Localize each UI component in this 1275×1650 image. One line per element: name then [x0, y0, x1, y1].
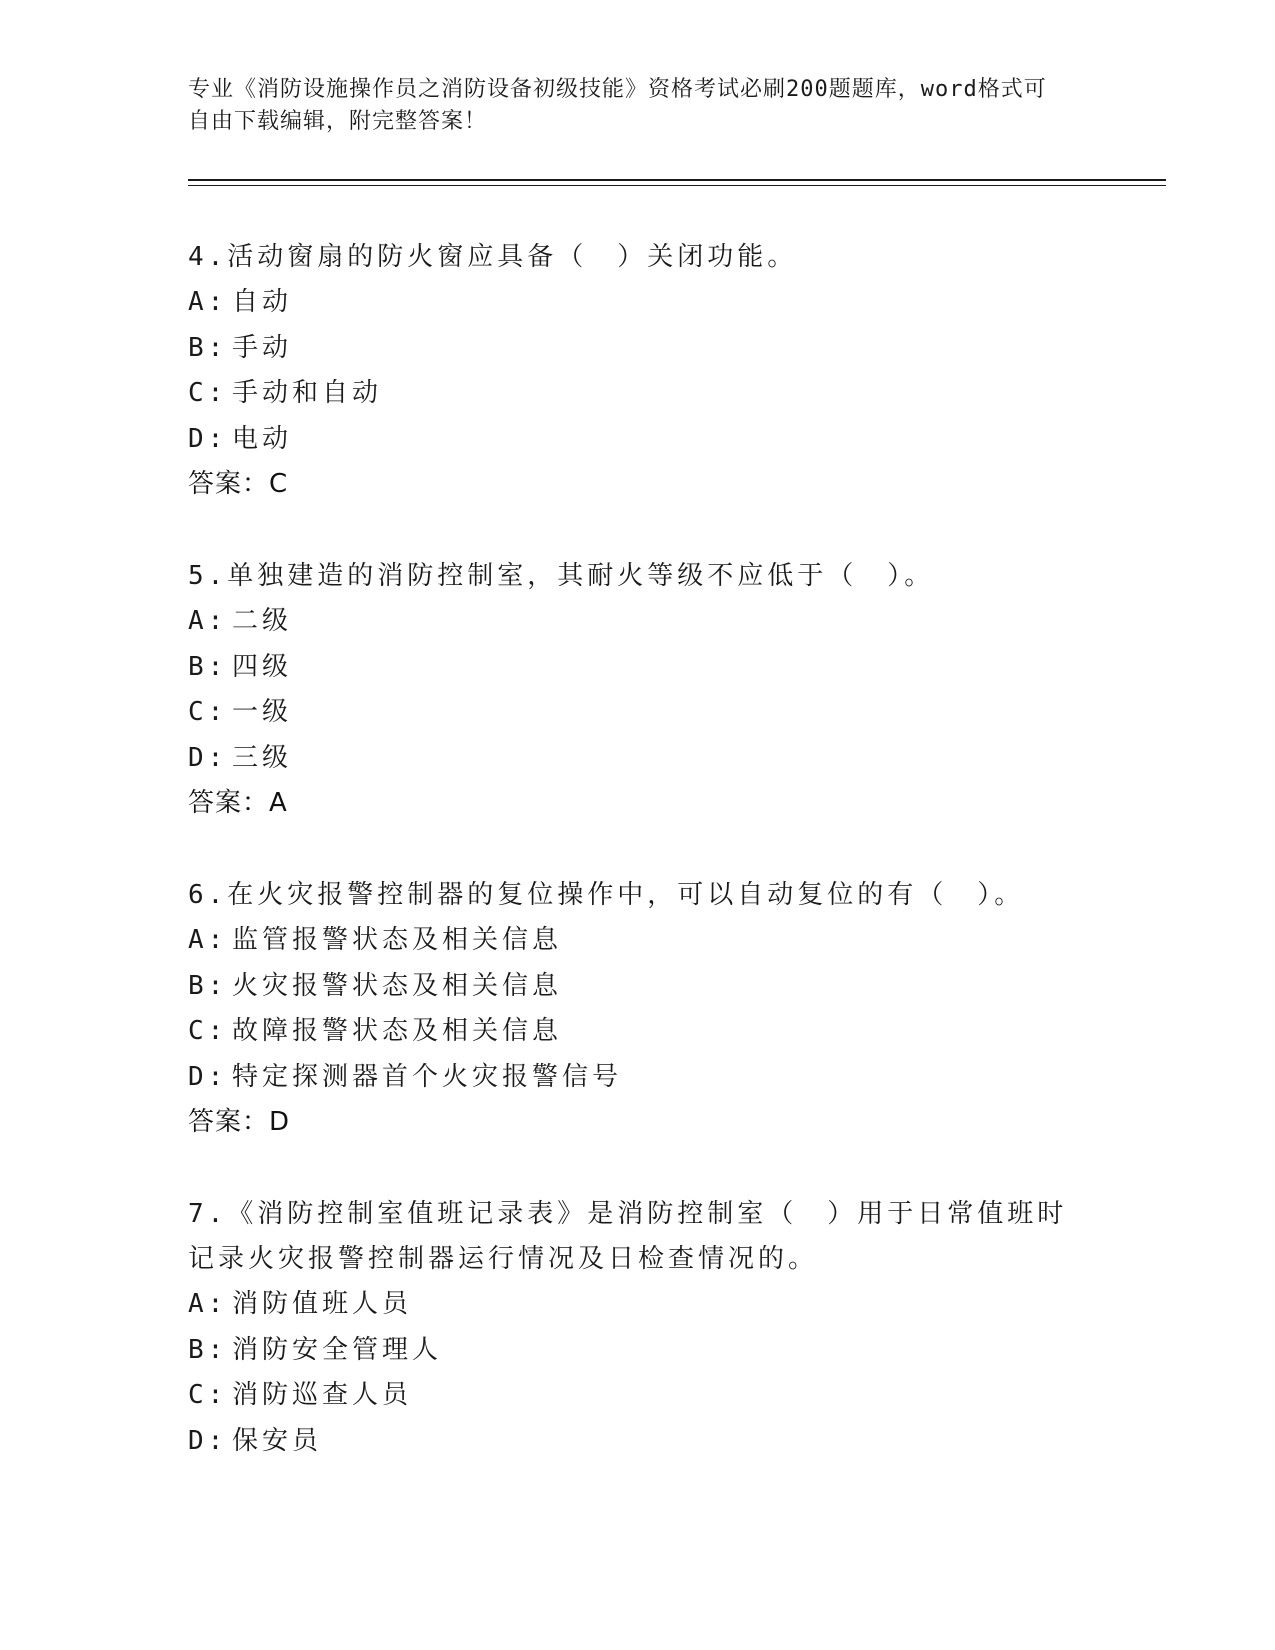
option-text: 消防值班人员 [232, 1289, 413, 1319]
header-divider-top [188, 179, 1166, 181]
option-a [188, 1282, 1088, 1328]
option-letter: D: [188, 1425, 228, 1456]
option-c [188, 1373, 1088, 1419]
option-text: 火灾报警状态及相关信息 [232, 970, 563, 1001]
option-b [188, 1328, 1088, 1374]
option-letter: A: [188, 287, 228, 317]
option-text: 监管报警状态及相关信息 [232, 925, 563, 955]
option-letter: A: [188, 925, 228, 955]
option-text: 二级 [232, 606, 293, 636]
question-stem: 6.在火灾报警控制器的复位操作中，可以自动复位的有（ ）。 [188, 880, 1025, 910]
question-stem: 5.单独建造的消防控制室，其耐火等级不应低于（ ）。 [188, 561, 935, 591]
option-c [188, 690, 1088, 736]
question-item [188, 873, 1088, 1145]
option-letter: D: [188, 423, 228, 454]
option-letter: C: [188, 1380, 228, 1410]
question-stem: 7.《消防控制室值班记录表》是消防控制室（ ）用于日常值班时记录火灾报警控制器运行情况及日检查情况的。 [188, 1199, 1068, 1274]
option-b [188, 964, 1088, 1010]
option-text: 自动 [232, 287, 293, 317]
option-letter: B: [188, 1334, 228, 1365]
option-letter: B: [188, 970, 228, 1001]
header-divider-bottom [188, 185, 1166, 186]
option-text: 消防安全管理人 [232, 1334, 443, 1365]
option-letter: C: [188, 697, 228, 727]
option-letter: D: [188, 1061, 228, 1092]
question-stem: 4.活动窗扇的防火窗应具备（ ）关闭功能。 [188, 242, 798, 272]
option-text: 三级 [232, 742, 293, 773]
option-b [188, 326, 1088, 372]
option-a [188, 280, 1088, 326]
option-b [188, 645, 1088, 691]
option-text: 保安员 [232, 1425, 323, 1456]
option-letter: D: [188, 742, 228, 773]
option-a [188, 918, 1088, 964]
option-letter: C: [188, 378, 228, 408]
question-item [188, 235, 1088, 507]
option-text: 消防巡查人员 [232, 1380, 413, 1410]
option-text: 电动 [232, 423, 293, 454]
option-letter: B: [188, 651, 228, 682]
document-header: 专业《消防设施操作员之消防设备初级技能》资格考试必刷200题题库，word格式可自由下载编辑，附完整答案！ [188, 77, 1047, 134]
answer-line: 答案：C [188, 469, 289, 499]
option-text: 手动和自动 [232, 378, 383, 408]
option-text: 手动 [232, 332, 293, 363]
option-text: 一级 [232, 697, 293, 727]
option-letter: C: [188, 1016, 228, 1046]
question-item [188, 1192, 1088, 1464]
option-text: 四级 [232, 651, 293, 682]
option-a [188, 599, 1088, 645]
option-d [188, 1419, 1088, 1465]
option-text: 特定探测器首个火灾报警信号 [232, 1061, 623, 1092]
option-d [188, 417, 1088, 463]
answer-line: 答案：D [188, 1107, 291, 1137]
option-letter: A: [188, 1289, 228, 1319]
option-c [188, 1009, 1088, 1055]
option-d [188, 736, 1088, 782]
option-d [188, 1055, 1088, 1101]
option-letter: B: [188, 332, 228, 363]
option-c [188, 371, 1088, 417]
question-item [188, 554, 1088, 826]
option-letter: A: [188, 606, 228, 636]
option-text: 故障报警状态及相关信息 [232, 1016, 563, 1046]
answer-line: 答案：A [188, 788, 288, 818]
